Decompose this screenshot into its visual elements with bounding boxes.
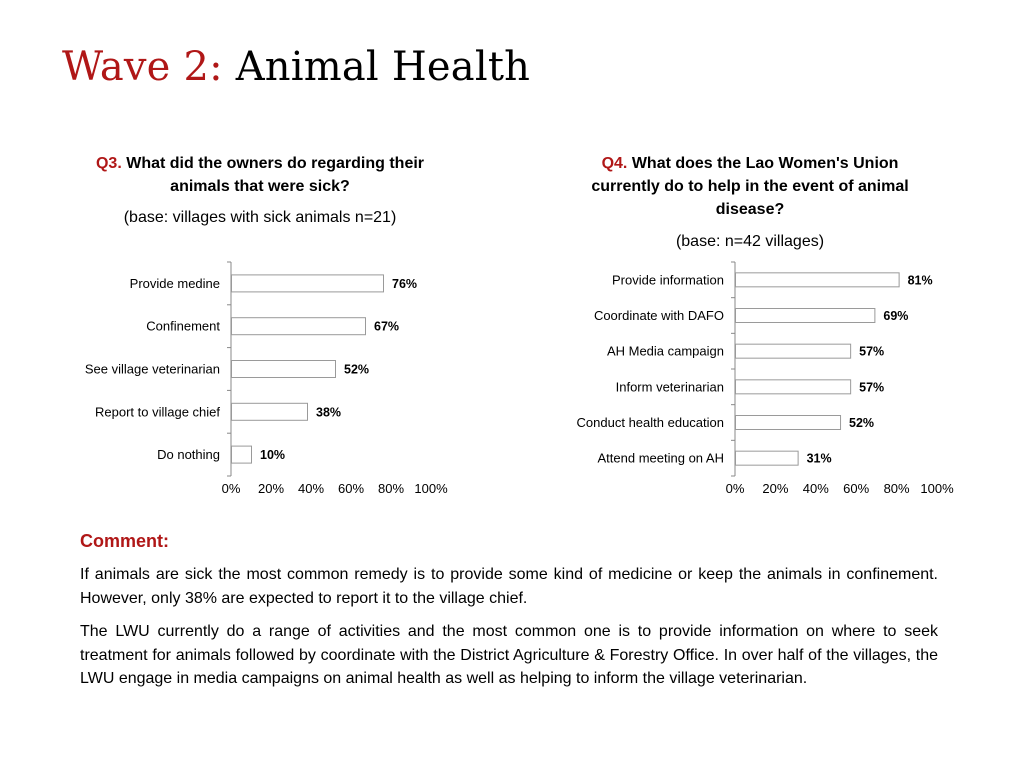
q4-category-label: Conduct health education — [576, 415, 724, 430]
q4-number: Q4. — [601, 155, 628, 172]
q3-x-tick-label: 100% — [414, 481, 448, 496]
q4-bar — [736, 380, 851, 394]
q4-x-tick-label: 20% — [762, 481, 789, 496]
q4-base: (base: n=42 villages) — [675, 233, 825, 250]
q4-value-label: 81% — [907, 273, 933, 288]
q3-value-label: 10% — [260, 448, 286, 463]
q4-question — [520, 152, 980, 221]
q4-bar — [736, 273, 900, 287]
q4-bar — [736, 344, 851, 358]
q3-value-label: 76% — [392, 276, 418, 291]
q3-value-label: 38% — [316, 405, 342, 420]
q4-question-line3: disease? — [715, 201, 785, 218]
q3-bar-chart — [0, 250, 470, 510]
q4-category-label: Attend meeting on AH — [597, 450, 724, 466]
q4-x-tick-label: 40% — [802, 481, 829, 496]
q3-category-label: See village veterinarian — [84, 361, 220, 377]
q3-value-label: 67% — [374, 319, 400, 334]
q4-x-tick-label: 100% — [920, 481, 954, 496]
q4-value-label: 31% — [806, 451, 832, 466]
q3-number: Q3. — [95, 155, 122, 172]
q3-x-tick-label: 20% — [257, 481, 285, 496]
q3-x-tick-label: 0% — [221, 481, 241, 496]
q3-category-label: Provide medine — [129, 275, 220, 291]
title-accent: Wave 2: — [62, 44, 223, 90]
q4-value-label: 57% — [859, 344, 885, 359]
page-title — [62, 44, 530, 90]
q3-category-label: Report to village chief — [94, 404, 220, 420]
q3-bar — [232, 318, 366, 335]
q3-bar — [232, 403, 308, 420]
q3-value-label: 52% — [344, 362, 370, 377]
q4-x-tick-label: 80% — [883, 481, 910, 496]
q3-x-tick-label: 80% — [377, 481, 405, 496]
q4-value-label: 52% — [849, 416, 875, 430]
q3-category-label: Do nothing — [157, 447, 220, 463]
q4-question-line1: What does the Lao Women's Union — [631, 155, 899, 172]
title-main: Animal Health — [235, 44, 531, 90]
q4-question-line2: currently do to help in the event of animal — [591, 178, 909, 195]
q4-value-label: 69% — [883, 309, 909, 323]
comment-paragraph-1: If animals are sick the most common remedy is to provide some kind of medicine or keep the animals in confinement. However, only 38% are expected to report it to the village chief. — [80, 566, 938, 607]
q4-value-label: 57% — [859, 380, 885, 395]
q3-category-label: Confinement — [146, 318, 220, 334]
q3-question-line2: animals that were sick? — [170, 178, 350, 195]
comment-heading: Comment: — [80, 531, 169, 551]
q3-x-tick-label: 60% — [337, 481, 365, 496]
q4-category-label: Coordinate with DAFO — [593, 308, 724, 323]
q3-question-line1: What did the owners do regarding their — [126, 155, 425, 172]
q4-bar — [736, 451, 799, 465]
q4-bar-chart — [500, 250, 970, 510]
q4-category-label: Inform veterinarian — [615, 379, 724, 395]
q4-bar — [736, 309, 875, 323]
q3-base: (base: villages with sick animals n=21) — [123, 209, 397, 226]
q3-bar — [232, 275, 384, 292]
q4-x-tick-label: 0% — [725, 481, 745, 496]
q4-bar — [736, 416, 841, 430]
q3-bar — [232, 446, 252, 463]
q3-bar — [232, 361, 336, 378]
q3-question — [30, 152, 490, 198]
comment-paragraph-2: The LWU currently do a range of activities and the most common one is to provide information on where to seek treatment for animals followed by coordinate with the District Agriculture & Forestry Office. In over half of the villages, the LWU engage in media campaigns on animal health as well as helping to inform the village veterinarian. — [80, 623, 938, 687]
q4-x-tick-label: 60% — [843, 481, 870, 496]
q4-category-label: AH Media campaign — [606, 343, 724, 359]
q4-category-label: Provide information — [612, 272, 724, 288]
q3-x-tick-label: 40% — [297, 481, 325, 496]
